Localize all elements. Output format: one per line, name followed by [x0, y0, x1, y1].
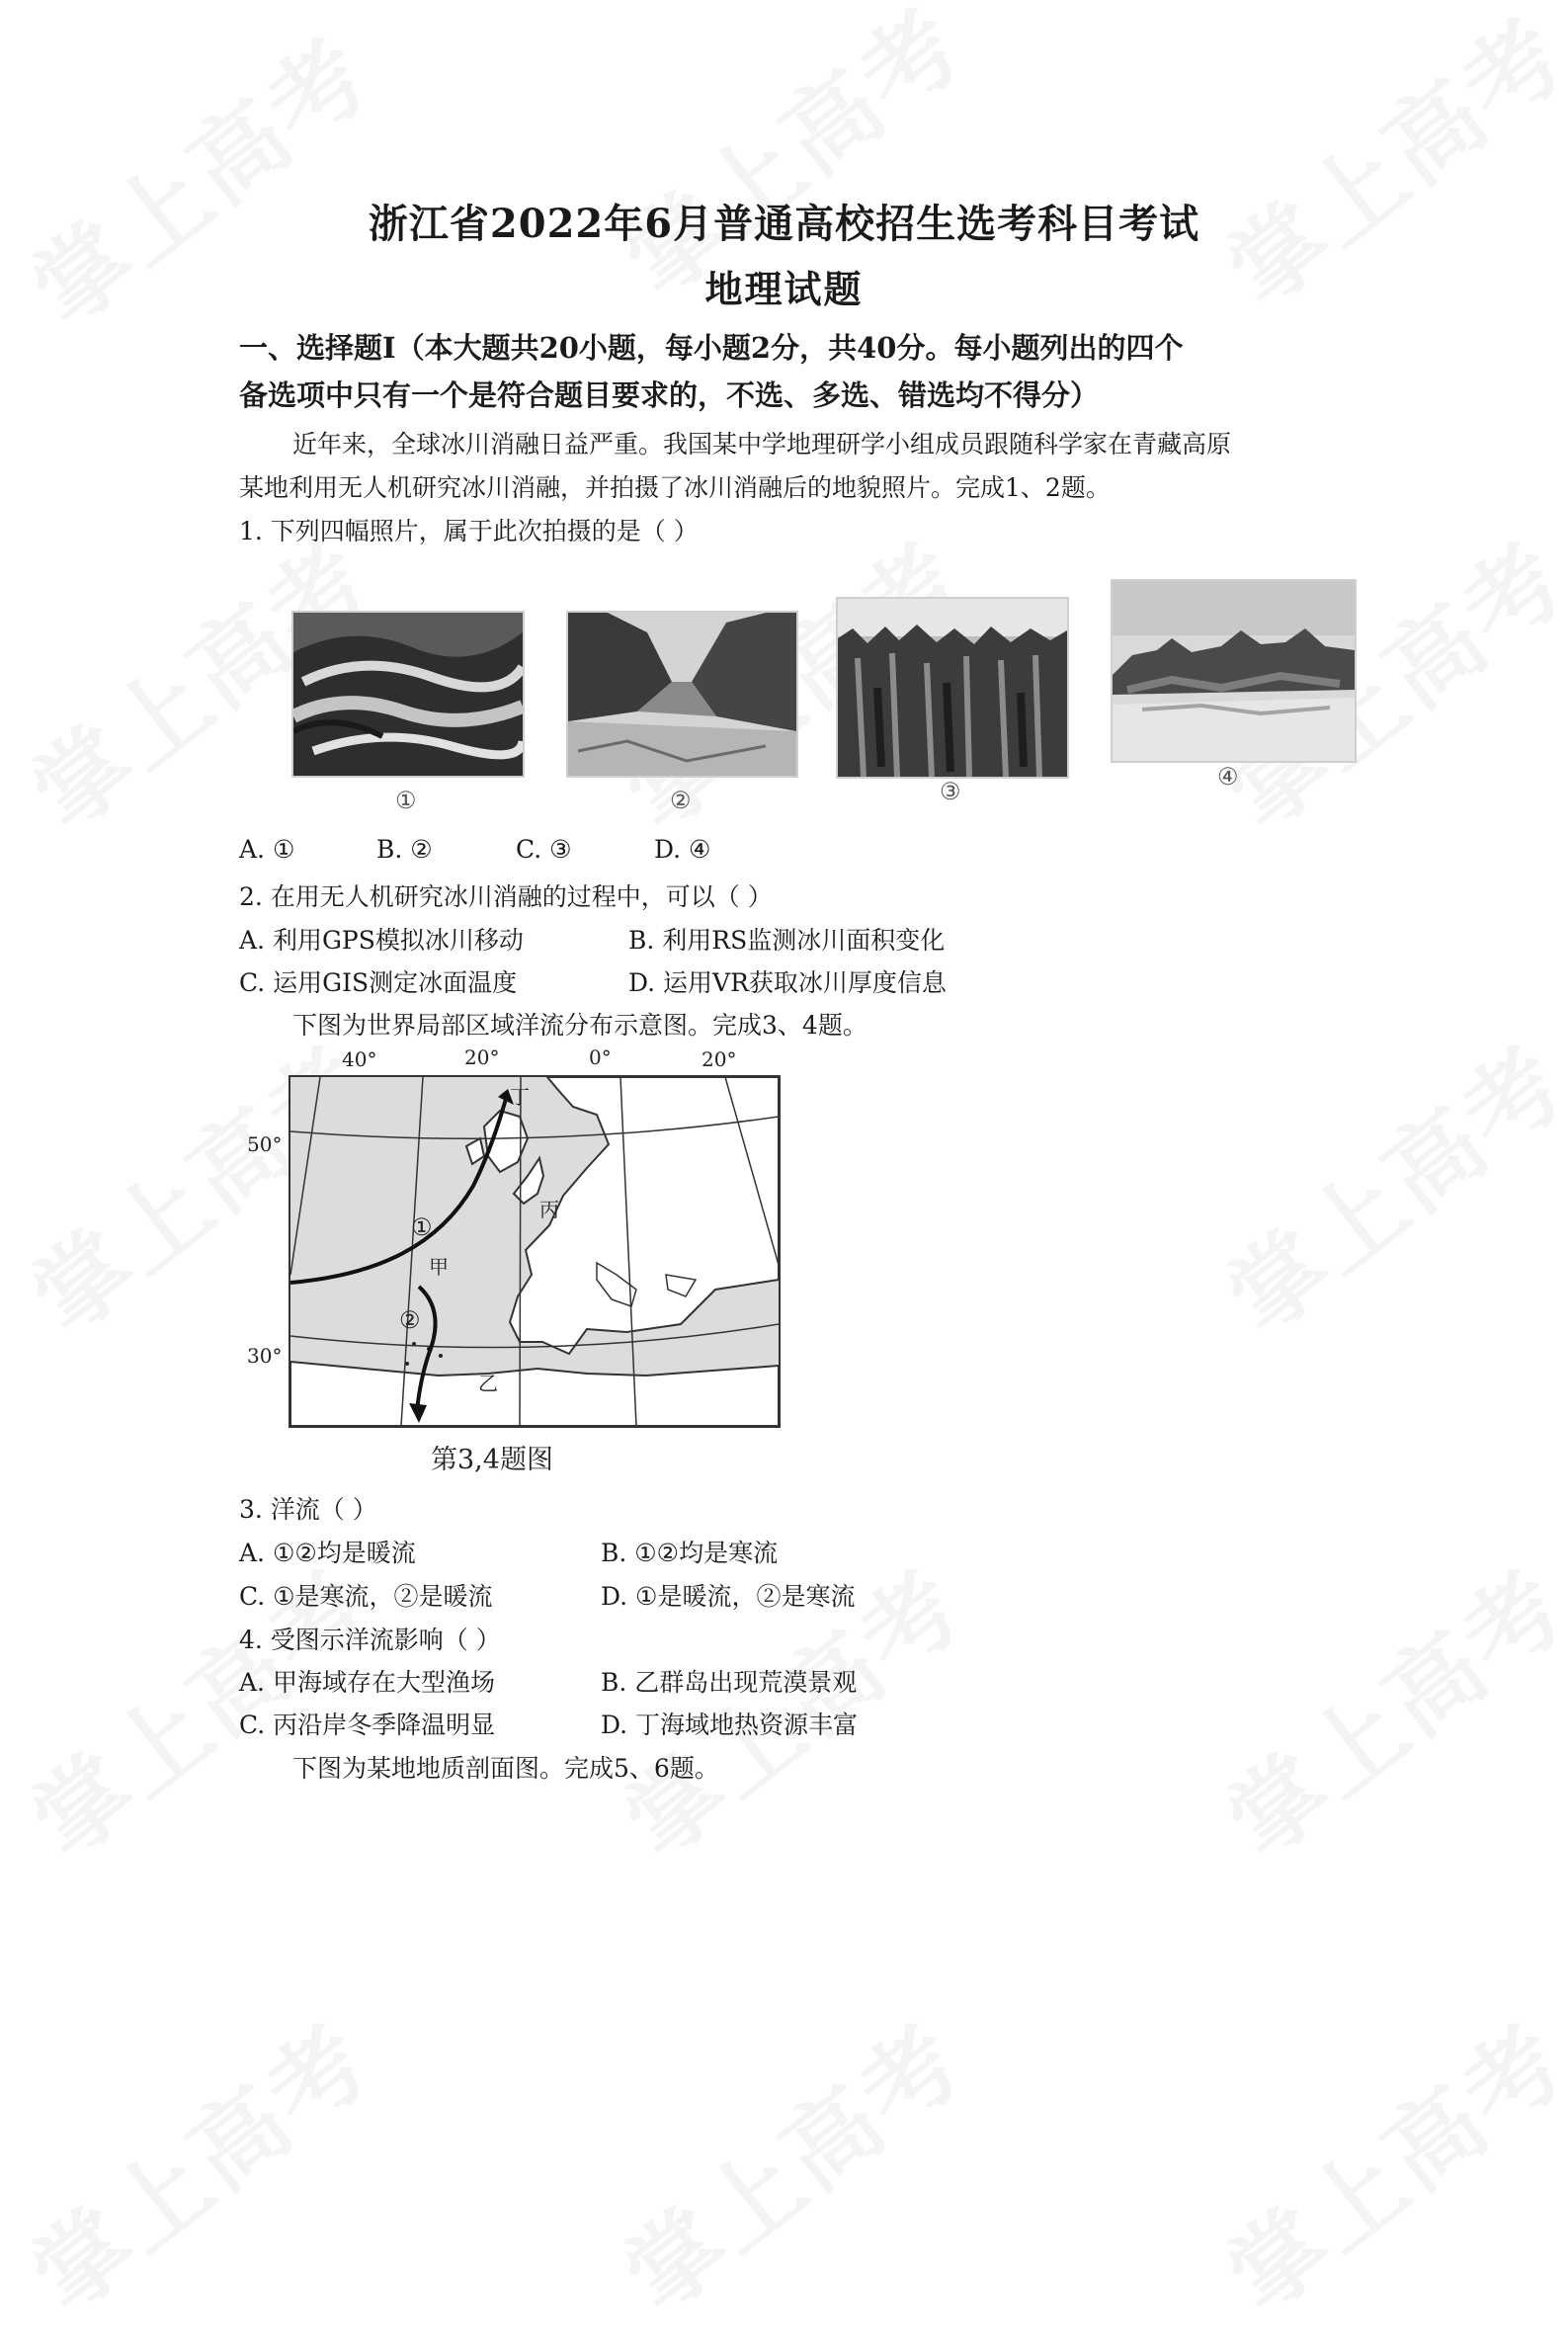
q4-option-a[interactable]: A. 甲海域存在大型渔场	[239, 1668, 495, 1697]
current-label-2: ②	[399, 1306, 421, 1334]
watermark	[1196, 1009, 1568, 1359]
q3-option-c[interactable]: C. ①是寒流，②是暖流	[239, 1582, 493, 1611]
q1-option-b[interactable]: B. ②	[376, 835, 433, 864]
map-caption: 第3,4题图	[431, 1445, 553, 1475]
section-heading-line2: 备选项中只有一个是符合题目要求的，不选、多选、错选均不得分）	[239, 378, 1100, 412]
photo-label-4: ④	[1217, 763, 1239, 791]
stone-forest-image	[838, 599, 1067, 777]
exam-title: 浙江省2022年6月普通高校招生选考科目考试	[368, 201, 1200, 247]
photo-3-stone-forest	[836, 597, 1069, 779]
q4-option-d[interactable]: D. 丁海域地热资源丰富	[601, 1711, 859, 1739]
q4-option-b[interactable]: B. 乙群岛出现荒漠景观	[601, 1668, 858, 1697]
section-heading-line1: 一、选择题Ⅰ（本大题共20小题，每小题2分，共40分。每小题列出的四个	[239, 331, 1184, 365]
dune-image	[293, 613, 523, 776]
q2-option-b[interactable]: B. 利用RS监测冰川面积变化	[628, 926, 946, 955]
map-graphic	[290, 1077, 779, 1426]
watermark	[1196, 1533, 1568, 1882]
lat-label-30: 30°	[247, 1344, 283, 1368]
lon-label-40w: 40°	[342, 1047, 377, 1071]
photo-4-yardang	[1111, 579, 1357, 763]
intro-q12-line1: 近年来，全球冰川消融日益严重。我国某中学地理研学小组成员跟随科学家在青藏高原	[292, 430, 1232, 459]
intro-q12-line2: 某地利用无人机研究冰川消融，并拍摄了冰川消融后的地貌照片。完成1、2题。	[239, 473, 1111, 502]
intro-q34: 下图为世界局部区域洋流分布示意图。完成3、4题。	[292, 1011, 867, 1040]
current-label-1: ①	[411, 1213, 433, 1241]
q2-option-d[interactable]: D. 运用VR获取冰川厚度信息	[628, 968, 947, 997]
exam-subtitle: 地理试题	[704, 267, 864, 311]
photo-label-1: ①	[395, 787, 417, 814]
photo-label-3: ③	[940, 778, 961, 805]
q2-stem: 2. 在用无人机研究冰川消融的过程中，可以（ ）	[239, 882, 773, 911]
place-label-yi: 乙	[478, 1372, 498, 1395]
q4-stem: 4. 受图示洋流影响（ ）	[239, 1626, 501, 1654]
lon-label-20e: 20°	[701, 1047, 737, 1071]
q3-option-d[interactable]: D. ①是暖流，②是寒流	[601, 1582, 856, 1611]
watermark	[1196, 1987, 1568, 2337]
q1-option-a[interactable]: A. ①	[239, 835, 295, 864]
photo-1-dunes	[291, 611, 525, 778]
place-label-ding: 丁	[510, 1085, 530, 1109]
valley-image	[568, 613, 796, 776]
lat-label-50: 50°	[247, 1132, 283, 1156]
lon-label-0: 0°	[589, 1045, 612, 1069]
q3-stem: 3. 洋流（ ）	[239, 1495, 377, 1524]
q2-option-a[interactable]: A. 利用GPS模拟冰川移动	[239, 926, 524, 955]
q4-option-c[interactable]: C. 丙沿岸冬季降温明显	[239, 1711, 496, 1739]
place-label-bing: 丙	[539, 1198, 559, 1221]
intro-q56: 下图为某地地质剖面图。完成5、6题。	[292, 1754, 719, 1783]
place-label-jia: 甲	[429, 1255, 449, 1279]
yardang-image	[1113, 581, 1355, 761]
q2-option-c[interactable]: C. 运用GIS测定冰面温度	[239, 968, 518, 997]
ocean-current-map	[289, 1075, 781, 1428]
lon-label-20w: 20°	[464, 1045, 500, 1069]
q1-option-c[interactable]: C. ③	[516, 835, 572, 864]
watermark	[593, 1987, 988, 2337]
q1-stem: 1. 下列四幅照片，属于此次拍摄的是（ ）	[239, 517, 699, 545]
q1-option-d[interactable]: D. ④	[654, 835, 711, 864]
watermark	[0, 1987, 395, 2337]
q3-option-a[interactable]: A. ①②均是暖流	[239, 1539, 416, 1567]
photo-label-2: ②	[670, 787, 692, 814]
q3-option-b[interactable]: B. ①②均是寒流	[601, 1539, 779, 1567]
photo-2-valley	[566, 611, 798, 778]
